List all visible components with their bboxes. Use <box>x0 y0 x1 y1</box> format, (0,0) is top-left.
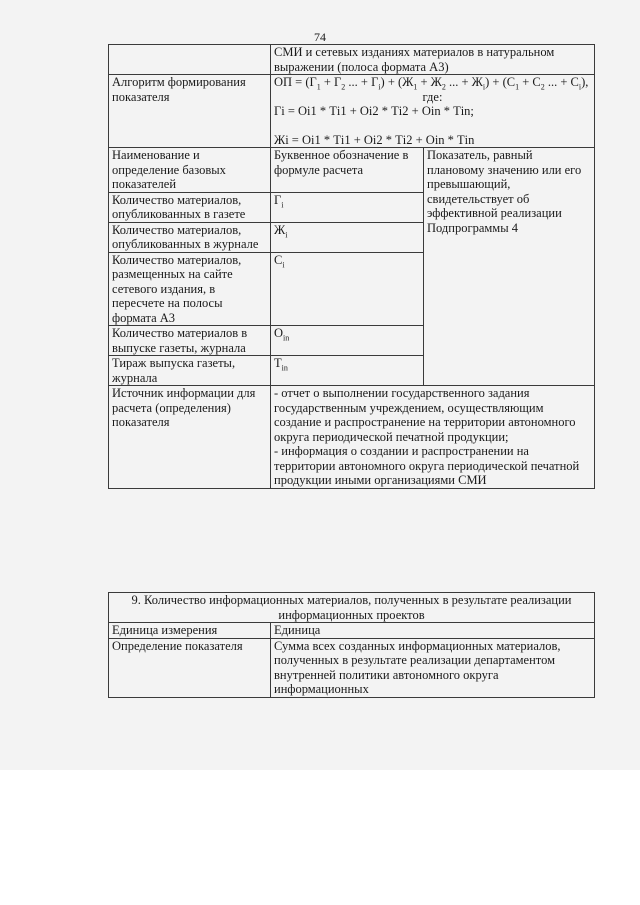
formula-line-g: Гi = Оi1 * Тi1 + Оi2 * Тi2 + Оin * Тin; <box>274 104 474 118</box>
source-text <box>271 386 595 489</box>
indicator-table-9 <box>108 592 595 698</box>
indicator-title: 9. Количество информационных материалов, полученных в результате реализации информационных проектов <box>109 593 595 623</box>
formula-line-zh: Жi = Оi1 * Тi1 + Оi2 * Тi2 + Оin * Тin <box>274 132 475 147</box>
definition-value: Сумма всех созданных информационных материалов, полученных в результате реализации департаментом внутренней политики автономного округа информационных <box>271 638 595 697</box>
algorithm-formula <box>271 75 595 148</box>
formula-line-op: ОП = ($Г_1 + Г_2$ ... + $Г_i) + (Ж_1 + Ж_2$ ... + $Ж_i) + (С_1 + С_2$ ... + $С_i$), <box>274 75 589 92</box>
table-row <box>109 638 595 697</box>
source-item: - отчет о выполнении государственного задания государственным учреждением, осуществляющим создание и распространение на территории автономного округа периодической печатной продукции; <box>274 386 576 444</box>
unit-value: Единица <box>271 623 595 639</box>
table-cell-intro: СМИ и сетевых изданиях материалов в натуральном выражении (полоса формата А3) <box>271 45 595 75</box>
source-item: - информация о создании и распространении на территории автономного округа периодической печатной продукции иными организациями СМИ <box>274 444 580 487</box>
row-symbol: $Г_i$ <box>271 192 424 222</box>
header-symbol: Буквенное обозначение в формуле расчета <box>271 148 424 193</box>
row-symbol: $Т_{in}$ <box>271 356 424 386</box>
indicator-table <box>108 44 595 489</box>
row-symbol: $О_{in}$ <box>271 326 424 356</box>
table-row <box>109 45 595 75</box>
row-name: Количество материалов, опубликованных в газете <box>109 192 271 222</box>
table-row <box>109 75 595 148</box>
source-label: Источник информации для расчета (определения) показателя <box>109 386 271 489</box>
page-number: 74 <box>314 30 326 44</box>
formula-spacer <box>274 119 591 133</box>
table-cell-empty <box>109 45 271 75</box>
row-name: Количество материалов, размещенных на сайте сетевого издания, в пересчете на полосы формата А3 <box>109 252 271 326</box>
unit-label: Единица измерения <box>109 623 271 639</box>
header-effectiveness: Показатель, равный плановому значению или его превышающий, свидетельствует об эффективной реализации Подпрограммы 4 <box>424 148 595 386</box>
definition-label: Определение показателя <box>109 638 271 697</box>
row-name: Количество материалов, опубликованных в журнале <box>109 222 271 252</box>
table-row <box>109 593 595 623</box>
row-name: Количество материалов в выпуске газеты, журнала <box>109 326 271 356</box>
formula-where: где: <box>422 89 443 104</box>
algorithm-label: Алгоритм формирования показателя <box>109 75 271 148</box>
row-name: Тираж выпуска газеты, журнала <box>109 356 271 386</box>
row-symbol: $Ж_i$ <box>271 222 424 252</box>
header-names: Наименование и определение базовых показателей <box>109 148 271 193</box>
table-row-header <box>109 148 595 193</box>
table-row <box>109 623 595 639</box>
table-row <box>109 386 595 489</box>
row-symbol: $С_i$ <box>271 252 424 326</box>
